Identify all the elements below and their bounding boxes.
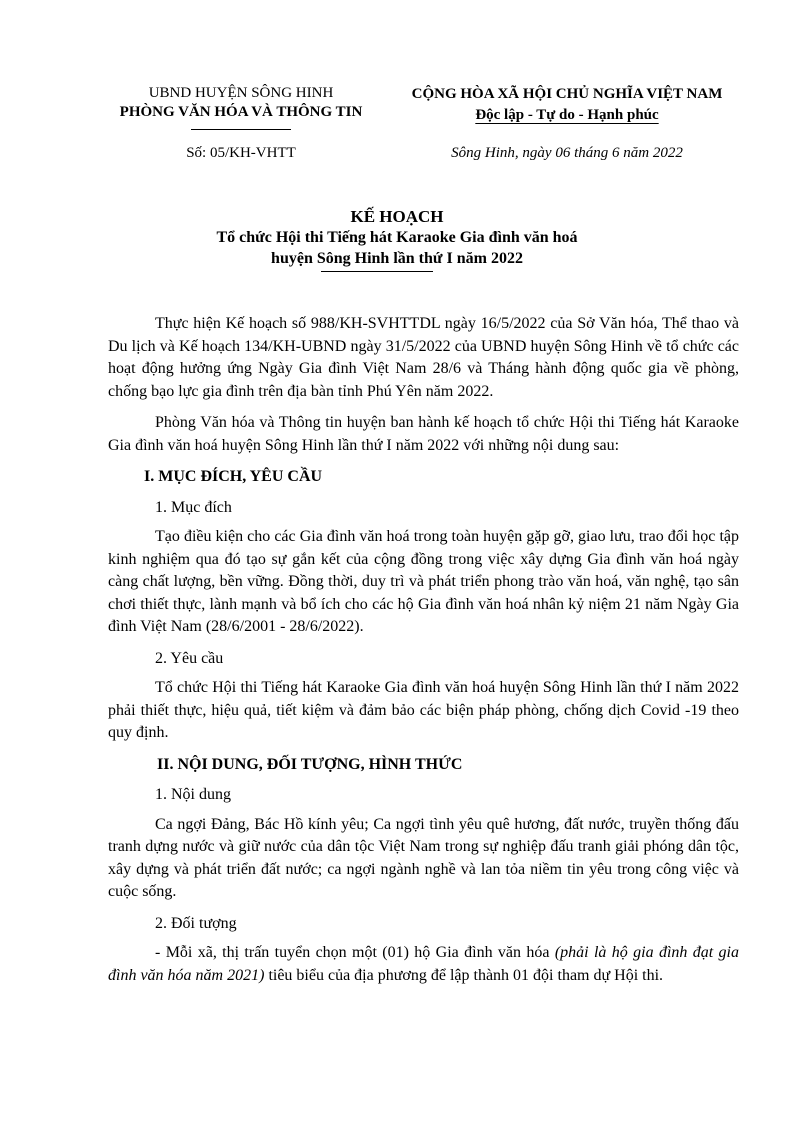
- national-header: [392, 84, 742, 126]
- paragraph: Phòng Văn hóa và Thông tin huyện ban hành kế hoạch tổ chức Hội thi Tiếng hát Karaoke Gia đình văn hoá huyện Sông Hinh lần thứ I năm 2022 với những nội dung sau:: [108, 414, 739, 454]
- title-subject-line2: huyện Sông Hinh lần thứ I năm 2022: [271, 250, 523, 267]
- section-heading: I. MỤC ĐÍCH, YÊU CẦU: [144, 468, 323, 485]
- document-date: Sông Hinh, ngày 06 tháng 6 năm 2022: [451, 145, 683, 161]
- document-title: [60, 206, 734, 269]
- subsection-heading: 2. Yêu cầu: [155, 649, 224, 667]
- paragraph: Tổ chức Hội thi Tiếng hát Karaoke Gia đình văn hoá huyện Sông Hinh lần thứ I năm 2022 phải thiết thực, hiệu quả, tiết kiệm và đảm bảo các biện pháp phòng, chống dịch Covid -19 theo quy định.: [108, 679, 739, 741]
- document-number: Số: 05/KH-VHTT: [186, 145, 296, 161]
- subsection-heading: 1. Mục đích: [155, 498, 232, 516]
- title-subject: Tổ chức Hội thi Tiếng hát Karaoke Gia đình văn hoá: [216, 229, 578, 246]
- document-body: [108, 313, 739, 996]
- subsection-heading: 2. Đối tượng: [155, 914, 237, 932]
- agency-divider: [191, 129, 291, 130]
- title-type: KẾ HOẠCH: [350, 207, 444, 226]
- subsection-heading: 1. Nội dung: [155, 786, 231, 803]
- paragraph: - Mỗi xã, thị trấn tuyển chọn một (01) hộ Gia đình văn hóa (phải là hộ gia đình đạt gia đình văn hóa năm 2021) tiêu biểu của địa phương để lập thành 01 đội tham dự Hội thi.: [108, 944, 739, 984]
- paragraph: Tạo điều kiện cho các Gia đình văn hoá trong toàn huyện gặp gỡ, giao lưu, trao đổi học tập kinh nghiệm qua đó tạo sự gắn kết của cộng đồng trong việc xây dựng Gia đình văn hoá ngày càng chất lượng, bền vững. Đồng thời, duy trì và phát triển phong trào văn hoá, văn nghệ, tạo sân chơi thiết thực, lành mạnh và bổ ích cho các hộ Gia đình văn hoá nhân kỷ niệm 21 năm Ngày Gia đình Việt Nam (28/6/2001 - 28/6/2022).: [108, 528, 739, 635]
- agency-name: PHÒNG VĂN HÓA VÀ THÔNG TIN: [119, 104, 363, 120]
- national-motto: Độc lập - Tự do - Hạnh phúc: [475, 107, 659, 123]
- paragraph: Ca ngợi Đảng, Bác Hồ kính yêu; Ca ngợi tình yêu quê hương, đất nước, truyền thống đấu tranh dựng nước và giữ nước của dân tộc Việt Nam trong sự nghiệp đấu tranh giải phóng dân tộc, xây dựng và phát triển đất nước; ca ngợi ngành nghề và lan tỏa niềm tin yêu trong công việc và cuộc sống.: [108, 815, 739, 900]
- agency-header: [106, 84, 376, 130]
- paragraph: Thực hiện Kế hoạch số 988/KH-SVHTTDL ngày 16/5/2022 của Sở Văn hóa, Thể thao và Du lịch và Kế hoạch 134/KH-UBND ngày 31/5/2022 của UBND huyện Sông Hinh về tổ chức các hoạt động hưởng ứng Ngày Gia đình Việt Nam 28/6 và Tháng hành động quốc gia về phòng, chống bạo lực gia đình trên địa bàn tỉnh Phú Yên năm 2022.: [108, 315, 739, 400]
- section-heading: II. NỘI DUNG, ĐỐI TƯỢNG, HÌNH THỨC: [157, 755, 463, 773]
- national-title: CỘNG HÒA XÃ HỘI CHỦ NGHĨA VIỆT NAM: [411, 86, 723, 102]
- agency-parent: UBND HUYỆN SÔNG HINH: [148, 85, 334, 101]
